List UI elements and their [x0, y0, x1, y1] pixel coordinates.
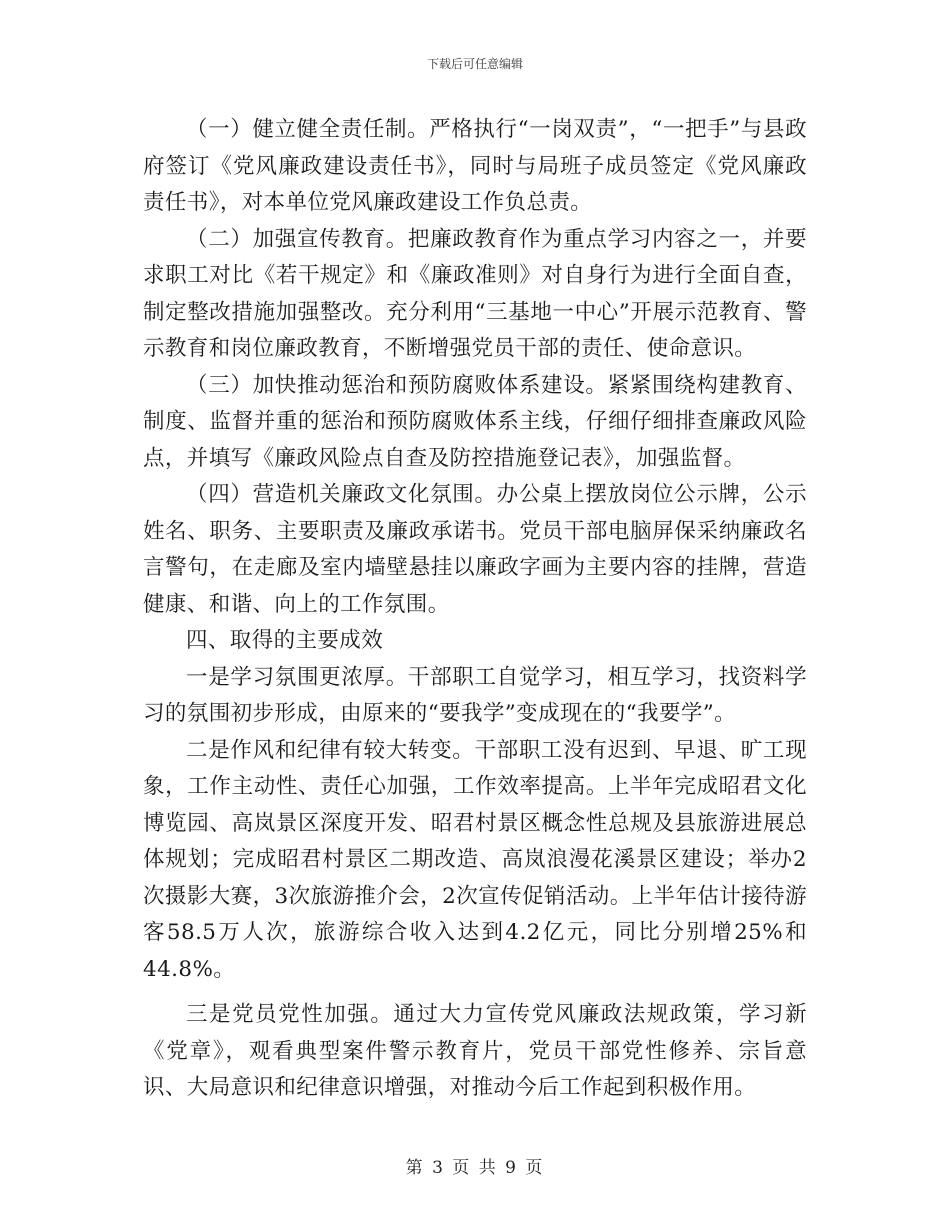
section-heading: 四、取得的主要成效 — [186, 628, 384, 653]
paragraph-7: 三是党员党性加强。通过大力宣传党风廉政法规政策，学习新《党章》，观看典型案件警示教育片，党员干部党性修养、宗旨意识、大局意识和纪律意识增强，对推动今后工作起到积极作用。 — [143, 1002, 807, 1100]
paragraph-2: （二）加强宣传教育。把廉政教育作为重点学习内容之一，并要求职工对比《若干规定》和《廉政准则》对自身行为进行全面自查，制定整改措施加强整改。充分利用“三基地一中心”开展示范教育、警示教育和岗位廉政教育，不断增强党员干部的责任、使命意识。 — [143, 226, 807, 361]
page-number-footer: 第 3 页 共 9 页 — [405, 1158, 545, 1178]
paragraph-1: （一）健立健全责任制。严格执行“一岗双责”，“一把手”与县政府签订《党风廉政建设责任书》，同时与局班子成员签定《党风廉政责任书》，对本单位党风廉政建设工作负总责。 — [143, 117, 807, 215]
paragraph-6: 二是作风和纪律有较大转变。干部职工没有迟到、早退、旷工现象，工作主动性、责任心加强，工作效率提高。上半年完成昭君文化博览园、高岚景区深度开发、昭君村景区概念性总规及县旅游进展总体规划；完成昭君村景区二期改造、高岚浪漫花溪景区建设；举办2次摄影大赛，3次旅游推介会，2次宣传促销活动。上半年估计接待游客58.5万人次，旅游综合收入达到4.2亿元，同比分别增25%和44.8%。 — [143, 737, 807, 982]
page-header: 下载后可任意编辑 — [426, 57, 523, 71]
document-body — [143, 112, 807, 1107]
paragraph-3: （三）加快推动惩治和预防腐败体系建设。紧紧围绕构建教育、制度、监督并重的惩治和预防腐败体系主线，仔细仔细排查廉政风险点，并填写《廉政风险点自查及防控措施登记表》，加强监督。 — [143, 372, 807, 471]
paragraph-5: 一是学习氛围更浓厚。干部职工自觉学习，相互学习，找资料学习的氛围初步形成，由原来的“要我学”变成现在的“我要学”。 — [143, 664, 807, 726]
paragraph-4: （四）营造机关廉政文化氛围。办公桌上摆放岗位公示牌，公示姓名、职务、主要职责及廉政承诺书。党员干部电脑屏保采纳廉政名言警句，在走廊及室内墙壁悬挂以廉政字画为主要内容的挂牌，营造健康、和谐、向上的工作氛围。 — [143, 482, 807, 617]
